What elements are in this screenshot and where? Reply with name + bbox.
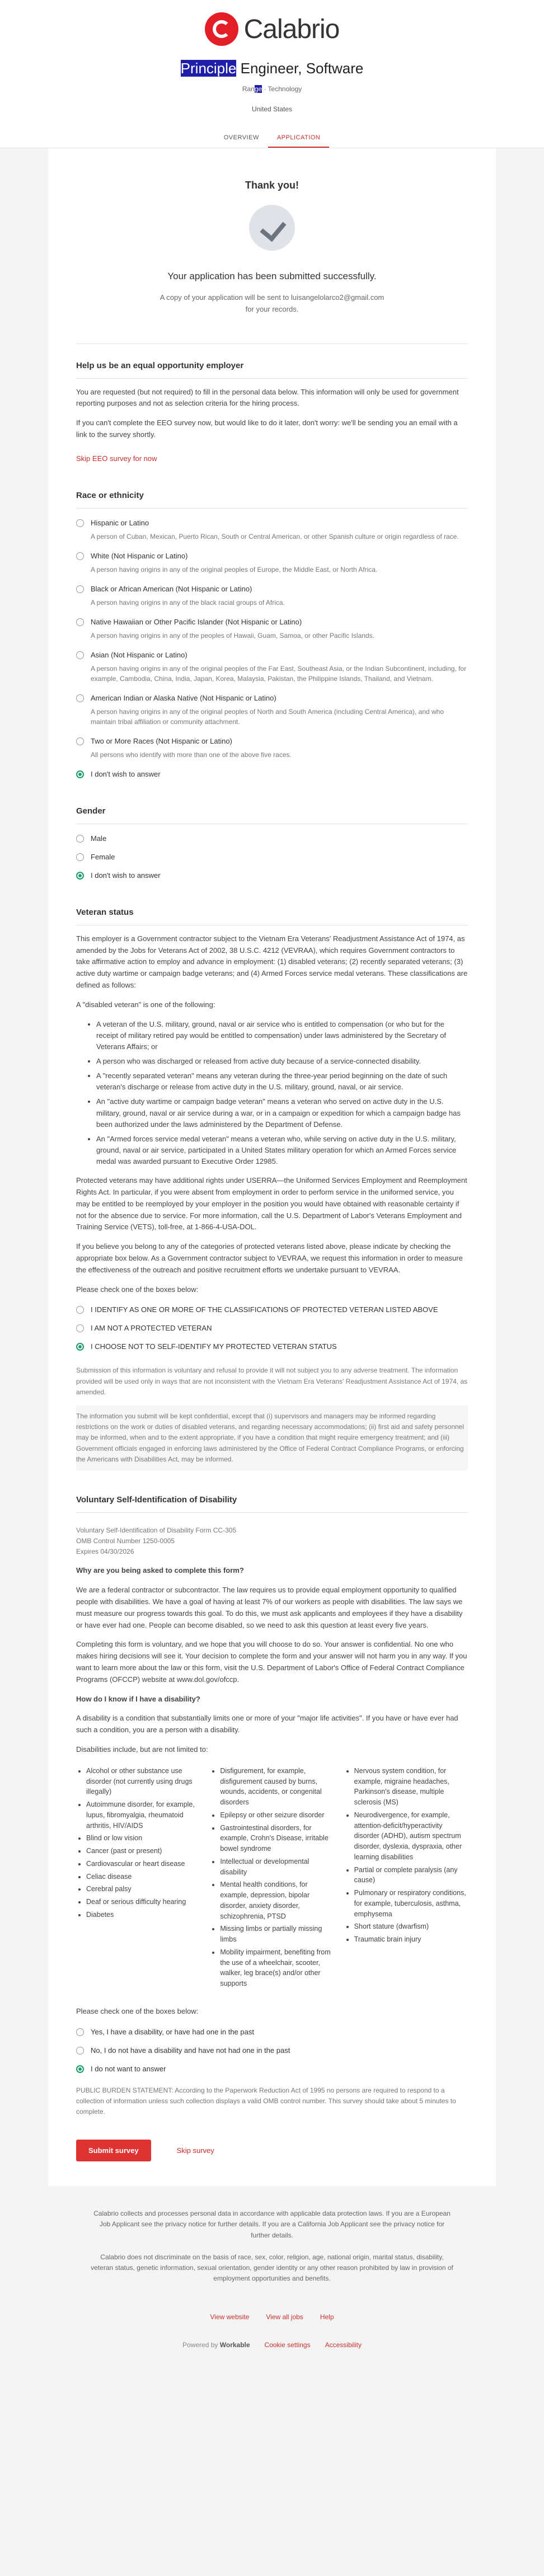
confirmation-panel — [48, 148, 496, 344]
radio-label: Asian (Not Hispanic or Latino) — [91, 650, 187, 659]
veteran-section — [48, 891, 496, 1470]
radio-button[interactable] — [76, 872, 84, 880]
race-option[interactable] — [76, 618, 468, 626]
radio-button[interactable] — [76, 1324, 84, 1332]
veteran-legal-voluntary: Submission of this information is voluntary and refusal to provide it will not subject you to any adverse treatment. The information provided will be used only in ways that are not inconsistent with the Vietnam Era Veterans' Readjustment Assistance Act of 1974, as amended. — [76, 1366, 468, 1396]
disability-example: • Cancer (past or present) — [86, 1846, 200, 1856]
disability-example: • Mobility impairment, benefiting from the use of a wheelchair, scooter, walker, leg brace(s) and/or other supports — [220, 1947, 334, 1989]
disability-example: • Deaf or serious difficulty hearing — [86, 1897, 200, 1907]
radio-label: Native Hawaiian or Other Pacific Islander (Not Hispanic or Latino) — [91, 617, 302, 626]
disability-example: • Alcohol or other substance use disorder (not currently using drugs illegally) — [86, 1766, 200, 1797]
disability-example: • Diabetes — [86, 1910, 200, 1920]
radio-label: American Indian or Alaska Native (Not Hispanic or Latino) — [91, 693, 276, 702]
disability-options — [76, 2028, 468, 2073]
how-heading: How do I know if I have a disability? — [76, 1694, 200, 1703]
disability-check-prompt: Please check one of the boxes below: — [76, 2006, 199, 2015]
help-link[interactable]: Help — [320, 2313, 334, 2321]
radio-label: I IDENTIFY AS ONE OR MORE OF THE CLASSIFICATIONS OF PROTECTED VETERAN LISTED ABOVE — [91, 1305, 438, 1314]
veteran-heading: Veteran status — [76, 891, 468, 925]
veteran-definition-item: • A veteran of the U.S. military, ground, naval or air service who is entitled to compensation (or who but for the receipt of military retired pay would be entitled to compensation) under laws administered by the Secretary of Veterans Affairs; or — [96, 1019, 468, 1052]
job-title: Principle Engineer, Software — [180, 60, 364, 77]
tab-application[interactable]: APPLICATION — [268, 129, 329, 148]
submit-survey-button[interactable]: Submit survey — [76, 2140, 151, 2161]
disability-example: • Intellectual or developmental disability — [220, 1856, 334, 1878]
radio-label: Yes, I have a disability, or have had one in the past — [91, 2027, 254, 2036]
race-option[interactable] — [76, 552, 468, 560]
veteran-definition-item: • An "Armed forces service medal veteran" means a veteran who, while serving on active duty in the U.S. military, ground, naval or air service, participated in a United States military operation for which an Armed Forces service medal was awarded pursuant to Executive Order 12985. — [96, 1134, 468, 1167]
radio-description: A person having origins in any of the black racial groups of Africa. — [91, 598, 285, 607]
veteran-check-prompt: Please check one of the boxes below: — [76, 1285, 199, 1294]
why-heading: Why are you being asked to complete this form? — [76, 1566, 244, 1575]
radio-label: Female — [91, 852, 115, 861]
view-website-link[interactable]: View website — [210, 2313, 250, 2321]
how-text: A disability is a condition that substantially limits one or more of your "major life activities". If you have or have ever had such a condition, you are a person with a disability. — [76, 1714, 458, 1734]
job-location: United States — [251, 105, 293, 113]
race-option[interactable] — [76, 585, 468, 593]
gender-option[interactable] — [76, 871, 468, 880]
tab-overview[interactable]: OVERVIEW — [223, 134, 259, 141]
disability-example: • Traumatic brain injury — [354, 1934, 468, 1945]
disability-col-1 — [76, 1766, 200, 1991]
disabled-veteran-def: A "disabled veteran" is one of the following: — [76, 1000, 215, 1009]
race-option[interactable] — [76, 519, 468, 527]
check-icon — [249, 205, 295, 251]
gender-option[interactable] — [76, 834, 468, 843]
userra-text: Protected veterans may have additional rights under USERRA—the Uniformed Services Employment and Reemployment Rights Act. In particular, if you were absent from employment in order to perform service in the uniformed service, you may be entitled to be reemployed by your employer in the position you would have obtained with reasonable certainty if not for the absence due to service. For more information, call the U.S. Department of Labor's Veterans Employment and Training Service (VETS), toll-free, at 1-866-4-USA-DOL. — [76, 1176, 467, 1231]
page-footer — [0, 2186, 544, 2351]
disability-example: • Missing limbs or partially missing limbs — [220, 1924, 334, 1945]
company-logo[interactable] — [205, 12, 340, 46]
disability-form-info: Voluntary Self-Identification of Disability Form CC-305 OMB Control Number 1250-0005 Expires 04/30/2026 — [76, 1526, 237, 1556]
page-header — [0, 0, 544, 148]
disability-example: • Autoimmune disorder, for example, lupus, fibromyalgia, rheumatoid arthritis, HIV/AIDS — [86, 1799, 200, 1831]
radio-button[interactable] — [76, 853, 84, 861]
radio-button[interactable] — [76, 2047, 84, 2055]
veteran-definition-item: • A person who was discharged or released from active duty because of a service-connected disability. — [96, 1056, 468, 1067]
nondiscrimination-statement: Calabrio does not discriminate on the basis of race, sex, color, religion, age, national origin, marital status, disability, veteran status, genetic information, sexual orientation, gender identity or any other reason prohibited by law in provision of employment opportunities and benefits. — [91, 2253, 453, 2283]
radio-button[interactable] — [76, 552, 84, 560]
disability-option[interactable] — [76, 2046, 468, 2055]
logo-mark-icon — [205, 12, 238, 46]
logo-text: Calabrio — [243, 14, 340, 44]
disability-option[interactable] — [76, 2028, 468, 2036]
footer-links — [90, 2312, 454, 2323]
disability-example: • Gastrointestinal disorders, for example, Crohn's Disease, irritable bowel syndrome — [220, 1823, 334, 1854]
radio-button[interactable] — [76, 770, 84, 778]
disability-example: • Nervous system condition, for example, migraine headaches, Parkinson's disease, multiple sclerosis (MS) — [354, 1766, 468, 1808]
race-option[interactable] — [76, 694, 468, 702]
eeo-intro-later: If you can't complete the EEO survey now, but would like to do it later, don't worry: we'll be sending you an email with a link to the survey shortly. — [76, 419, 458, 439]
radio-description: A person having origins in any of the original peoples of Europe, the Middle East, or North Africa. — [91, 565, 378, 574]
disability-example: • Cardiovascular or heart disease — [86, 1859, 200, 1869]
radio-button[interactable] — [76, 694, 84, 702]
radio-description: All persons who identify with more than one of the above five races. — [91, 750, 292, 759]
voluntary-text: Completing this form is voluntary, and we hope that you will choose to do so. Your answer is confidential. No one who makes hiring decisions will see it. Your decision to complete the form and your answer will not harm you in any way. If you want to learn more about the law or this form, visit the U.S. Department of Labor's Office of Federal Contract Compliance Programs (OFCCP) website at www.dol.gov/ofccp. — [76, 1640, 467, 1684]
radio-label: Black or African American (Not Hispanic or Latino) — [91, 584, 252, 593]
why-text: We are a federal contractor or subcontractor. The law requires us to provide equal employment opportunity to qualified people with disabilities. We have a goal of having at least 7% of our workers as people with disabilities. The law says we must measure our progress towards this goal. To do this, we must ask applicants and employees if they have a disability or have ever had one. People can become disabled, so we need to ask this question at least every five years. — [76, 1586, 463, 1629]
disability-example: • Blind or low vision — [86, 1833, 200, 1844]
veteran-legal-confidential: The information you submit will be kept confidential, except that (i) supervisors and managers may be informed regarding restrictions on the work or duties of disabled veterans, and regarding necessary accommodations; (ii) first aid and safety personnel may be informed, when and to the extent appropriate, if you have a condition that might require emergency treatment; and (iii) Government officials engaged in enforcing laws administered by the Office of Federal Contract Compliance Programs, or enforcing the Americans with Disabilities Act, may be informed. — [76, 1405, 468, 1470]
eeo-intro: You are requested (but not required) to fill in the personal data below. This information will only be used for government reporting purposes and not as selection criteria for the hiring process. — [76, 387, 459, 408]
disability-example: • Mental health conditions, for example, depression, bipolar disorder, anxiety disorder, schizophrenia, PTSD — [220, 1879, 334, 1921]
radio-label: Male — [91, 834, 107, 843]
disability-example: • Epilepsy or other seizure disorder — [220, 1810, 334, 1821]
radio-button[interactable] — [76, 1306, 84, 1314]
include-text: Disabilities include, but are not limited to: — [76, 1745, 208, 1754]
submitted-message: Your application has been submitted successfully. — [167, 271, 377, 281]
radio-label: No, I do not have a disability and have not had one in the past — [91, 2046, 290, 2055]
skip-survey-link[interactable]: Skip survey — [176, 2146, 214, 2155]
view-all-jobs-link[interactable]: View all jobs — [266, 2313, 303, 2321]
radio-description: A person having origins in any of the peoples of Hawaii, Guam, Samoa, or other Pacific Islands. — [91, 631, 374, 640]
gender-option[interactable] — [76, 853, 468, 861]
job-tabs — [0, 129, 544, 148]
disability-col-2 — [210, 1766, 334, 1991]
veteran-option[interactable] — [76, 1342, 468, 1351]
radio-label: I don't wish to answer — [91, 769, 161, 778]
gender-options — [76, 834, 468, 880]
main-content — [48, 148, 496, 2186]
veteran-definitions — [76, 1019, 468, 1168]
disability-example: • Cerebral palsy — [86, 1884, 200, 1895]
email-copy-note: A copy of your application will be sent to luisangelolarco2@gmail.com for your records. — [160, 293, 384, 313]
race-option[interactable] — [76, 737, 468, 745]
gender-section — [48, 789, 496, 880]
accessibility-link[interactable]: Accessibility — [325, 2340, 362, 2349]
radio-label: I AM NOT A PROTECTED VETERAN — [91, 1324, 212, 1333]
eeo-section — [48, 344, 496, 463]
race-section — [48, 474, 496, 778]
veteran-definition-item: • A "recently separated veteran" means any veteran during the three-year period beginning on the date of such veteran's discharge or release from active duty in the U.S. military, ground, naval, or air service. — [96, 1070, 468, 1093]
radio-button[interactable] — [76, 651, 84, 659]
radio-button[interactable] — [76, 2065, 84, 2073]
disability-example: • Celiac disease — [86, 1872, 200, 1882]
disability-heading: Voluntary Self-Identification of Disability — [76, 1478, 468, 1513]
radio-button[interactable] — [76, 585, 84, 593]
veteran-option[interactable] — [76, 1324, 468, 1332]
disability-option[interactable] — [76, 2065, 468, 2073]
radio-label: I don't wish to answer — [91, 871, 161, 880]
radio-label: Two or More Races (Not Hispanic or Latino) — [91, 736, 232, 745]
radio-label: Hispanic or Latino — [91, 518, 149, 527]
disability-example: • Partial or complete paralysis (any cause) — [354, 1865, 468, 1886]
veteran-intro: This employer is a Government contractor subject to the Vietnam Era Veterans' Readjustment Assistance Act of 1974, as amended by the Jobs for Veterans Act of 2002, 38 U.S.C. 4212 (VEVRAA), which requires Government contractors to take affirmative action to employ and advance in employment: (1) disabled veterans; (2) recently separated veterans; (3) active duty wartime or campaign badge veterans; and (4) Armed Forces service medal veterans. These classifications are defined as follows: — [76, 934, 468, 989]
public-burden-statement: PUBLIC BURDEN STATEMENT: According to the Paperwork Reduction Act of 1995 no persons are required to respond to a collection of information unless such collection displays a valid OMB control number. This survey should take about 5 minutes to complete. — [76, 2086, 456, 2116]
race-options — [76, 519, 468, 778]
skip-eeo-link[interactable]: Skip EEO survey for now — [76, 454, 157, 463]
radio-label: White (Not Hispanic or Latino) — [91, 551, 188, 560]
radio-label: I do not want to answer — [91, 2064, 166, 2073]
radio-button[interactable] — [76, 1343, 84, 1351]
veteran-options — [76, 1305, 468, 1351]
disability-col-3 — [344, 1766, 468, 1991]
disability-example: • Disfigurement, for example, disfigurement caused by burns, wounds, accidents, or congenital disorders — [220, 1766, 334, 1808]
radio-button[interactable] — [76, 2028, 84, 2036]
powered-bar — [90, 2340, 454, 2351]
radio-button[interactable] — [76, 737, 84, 745]
veteran-definition-item: • An "active duty wartime or campaign badge veteran" means a veteran who served on active duty in the U.S. military, ground, naval or air service during a war, or in a campaign or expedition for which a campaign badge has been authorized under the laws administered by the Department of Defense. — [96, 1096, 468, 1130]
disability-examples — [76, 1766, 468, 1991]
radio-description: A person having origins in any of the original peoples of North and South America (including Central America), and who maintain tribal affiliation or community attachment. — [91, 707, 444, 726]
privacy-statement: Calabrio collects and processes personal data in accordance with applicable data protection laws. If you are a European Job Applicant see the privacy notice for further details. If you are a California Job Applicant see the privacy notice for further details. — [93, 2210, 451, 2239]
veteran-request-text: If you believe you belong to any of the categories of protected veterans listed above, please indicate by checking the appropriate box below. As a Government contractor subject to VEVRAA, we request this information in order to measure the effectiveness of the outreach and positive recruitment efforts we undertake pursuant to VEVRAA. — [76, 1242, 463, 1274]
race-option[interactable] — [76, 651, 468, 659]
veteran-option[interactable] — [76, 1305, 468, 1314]
gender-heading: Gender — [76, 789, 468, 824]
radio-description: A person having origins in any of the original peoples of the Far East, Southeast Asia, or the Indian Subcontinent, including, for example, Cambodia, China, India, Japan, Korea, Malaysia, Pakistan, the Philippine Islands, Thailand, and Vietnam. — [91, 664, 467, 683]
race-heading: Race or ethnicity — [76, 474, 468, 509]
powered-by: Powered by Workable — [182, 2340, 250, 2349]
survey-actions — [76, 2140, 468, 2186]
radio-button[interactable] — [76, 618, 84, 626]
disability-example: • Pulmonary or respiratory conditions, for example, tuberculosis, asthma, emphysema — [354, 1888, 468, 1919]
radio-label: I CHOOSE NOT TO SELF-IDENTIFY MY PROTECTED VETERAN STATUS — [91, 1342, 337, 1351]
race-option[interactable] — [76, 770, 468, 778]
cookie-settings-link[interactable]: Cookie settings — [264, 2340, 311, 2349]
thank-you-heading: Thank you! — [245, 180, 299, 191]
disability-example: • Short stature (dwarfism) — [354, 1921, 468, 1932]
eeo-heading: Help us be an equal opportunity employer — [76, 344, 468, 379]
disability-example: • Neurodivergence, for example, attention-deficit/hyperactivity disorder (ADHD), autism spectrum disorder, dyslexia, dyspraxia, other learning disabilities — [354, 1810, 468, 1863]
radio-description: A person of Cuban, Mexican, Puerto Rican, South or Central American, or other Spanish culture or origin regardless of race. — [91, 532, 459, 540]
radio-button[interactable] — [76, 519, 84, 527]
job-department: Range · Technology — [242, 85, 302, 93]
disability-section — [48, 1478, 496, 2186]
radio-button[interactable] — [76, 835, 84, 843]
